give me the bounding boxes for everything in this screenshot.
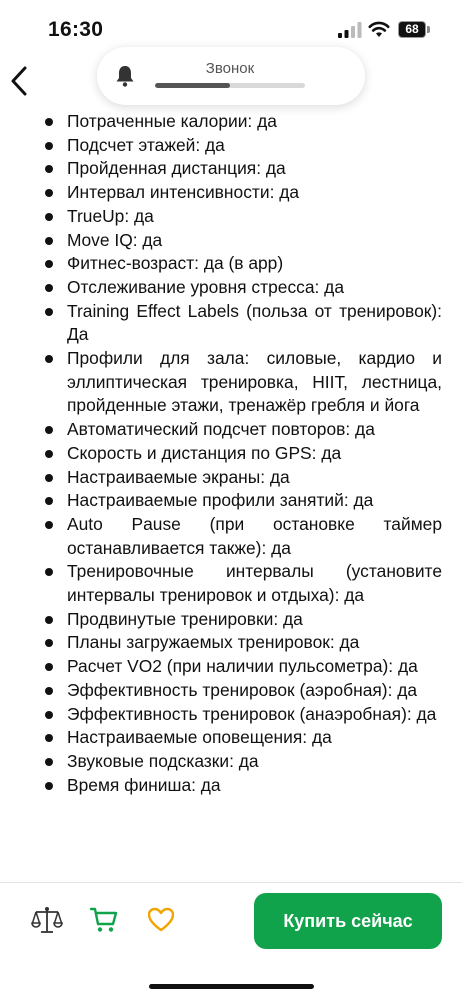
bullet-icon bbox=[45, 355, 53, 363]
call-progress-fill bbox=[155, 83, 230, 88]
home-indicator[interactable] bbox=[149, 984, 314, 989]
feature-item bbox=[0, 750, 462, 774]
feature-item bbox=[0, 157, 462, 181]
battery-level: 68 bbox=[405, 22, 419, 36]
feature-text: Время финиша: да bbox=[67, 774, 221, 795]
bullet-icon bbox=[45, 474, 53, 482]
feature-text: Продвинутые тренировки: да bbox=[67, 608, 303, 629]
feature-item bbox=[0, 703, 462, 727]
feature-text: Скорость и дистанция по GPS: да bbox=[67, 442, 342, 463]
feature-text: Планы загружаемых тренировок: да bbox=[67, 632, 360, 653]
call-banner-label: Звонок bbox=[205, 60, 255, 77]
bullet-icon bbox=[45, 711, 53, 719]
call-banner[interactable] bbox=[97, 47, 365, 105]
feature-text: Настраиваемые оповещения: да bbox=[67, 727, 332, 748]
bell-icon bbox=[113, 64, 137, 88]
bullet-icon bbox=[45, 426, 53, 434]
feature-text: Отслеживание уровня стресса: да bbox=[67, 276, 344, 297]
feature-text: Потраченные калории: да bbox=[67, 111, 277, 131]
feature-item bbox=[0, 442, 462, 466]
feature-text: Фитнес-возраст: да (в app) bbox=[67, 253, 284, 274]
bullet-icon bbox=[45, 497, 53, 505]
status-time: 16:30 bbox=[48, 18, 104, 41]
product-specs bbox=[0, 106, 462, 880]
bullet-icon bbox=[45, 663, 53, 671]
features-list bbox=[0, 110, 462, 797]
bullet-icon bbox=[45, 616, 53, 624]
feature-text: Тренировочные интервалы (установите интервалы тренировок и отдыха): да bbox=[67, 561, 442, 606]
feature-text: TrueUp: да bbox=[67, 205, 154, 226]
compare-icon[interactable] bbox=[31, 905, 63, 935]
feature-item bbox=[0, 774, 462, 798]
bullet-icon bbox=[45, 687, 53, 695]
feature-text: Настраиваемые экраны: да bbox=[67, 466, 290, 487]
bullet-icon bbox=[45, 260, 53, 268]
bullet-icon bbox=[45, 213, 53, 221]
cart-icon[interactable] bbox=[90, 906, 118, 934]
feature-item bbox=[0, 252, 462, 276]
feature-text: Звуковые подсказки: да bbox=[67, 750, 259, 771]
feature-text: Подсчет этажей: да bbox=[67, 134, 225, 155]
bullet-icon bbox=[45, 782, 53, 790]
bullet-icon bbox=[45, 308, 53, 316]
feature-item bbox=[0, 181, 462, 205]
feature-item bbox=[0, 679, 462, 703]
feature-text: Настраиваемые профили занятий: да bbox=[67, 490, 374, 511]
feature-item bbox=[0, 560, 462, 607]
feature-item bbox=[0, 466, 462, 490]
feature-item bbox=[0, 134, 462, 158]
feature-item bbox=[0, 513, 462, 560]
feature-item bbox=[0, 300, 462, 347]
back-button[interactable] bbox=[4, 60, 36, 102]
bullet-icon bbox=[45, 284, 53, 292]
heart-icon[interactable] bbox=[148, 907, 174, 933]
bullet-icon bbox=[45, 142, 53, 150]
bullet-icon bbox=[45, 450, 53, 458]
feature-item bbox=[0, 489, 462, 513]
bullet-icon bbox=[45, 237, 53, 245]
call-progress-bar bbox=[155, 83, 305, 88]
cellular-signal-icon bbox=[338, 22, 362, 38]
feature-item bbox=[0, 347, 462, 418]
feature-item bbox=[0, 229, 462, 253]
battery-icon bbox=[398, 21, 430, 38]
feature-text: Эффективность тренировок (аэробная): да bbox=[67, 679, 418, 700]
feature-item bbox=[0, 631, 462, 655]
bullet-icon bbox=[45, 734, 53, 742]
feature-text: Эффективность тренировок (анаэробная): да bbox=[67, 703, 437, 724]
feature-item bbox=[0, 110, 462, 134]
feature-item bbox=[0, 276, 462, 300]
feature-item bbox=[0, 726, 462, 750]
feature-text: Расчет VO2 (при наличии пульсометра): да bbox=[67, 656, 418, 677]
feature-item bbox=[0, 655, 462, 679]
feature-text: Пройденная дистанция: да bbox=[67, 158, 286, 179]
bullet-icon bbox=[45, 521, 53, 529]
feature-item bbox=[0, 418, 462, 442]
bullet-icon bbox=[45, 758, 53, 766]
bullet-icon bbox=[45, 165, 53, 173]
wifi-icon bbox=[368, 20, 390, 38]
feature-text: Auto Pause (при остановке таймер останавливается также): да bbox=[67, 513, 442, 558]
bullet-icon bbox=[45, 118, 53, 126]
feature-text: Интервал интенсивности: да bbox=[67, 182, 300, 203]
feature-text: Профили для зала: силовые, кардио и эллиптическая тренировка, HIIT, лестница, пройденные этажи, тренажёр гребля и йога bbox=[67, 348, 442, 416]
buy-now-button[interactable]: Купить сейчас bbox=[254, 893, 442, 949]
feature-text: Move IQ: да bbox=[67, 229, 163, 250]
feature-text: Автоматический подсчет повторов: да bbox=[67, 419, 375, 440]
feature-text: Training Effect Labels (польза от тренировок): Да bbox=[67, 300, 442, 345]
bullet-icon bbox=[45, 189, 53, 197]
bullet-icon bbox=[45, 568, 53, 576]
feature-item bbox=[0, 205, 462, 229]
feature-item bbox=[0, 608, 462, 632]
bullet-icon bbox=[45, 639, 53, 647]
